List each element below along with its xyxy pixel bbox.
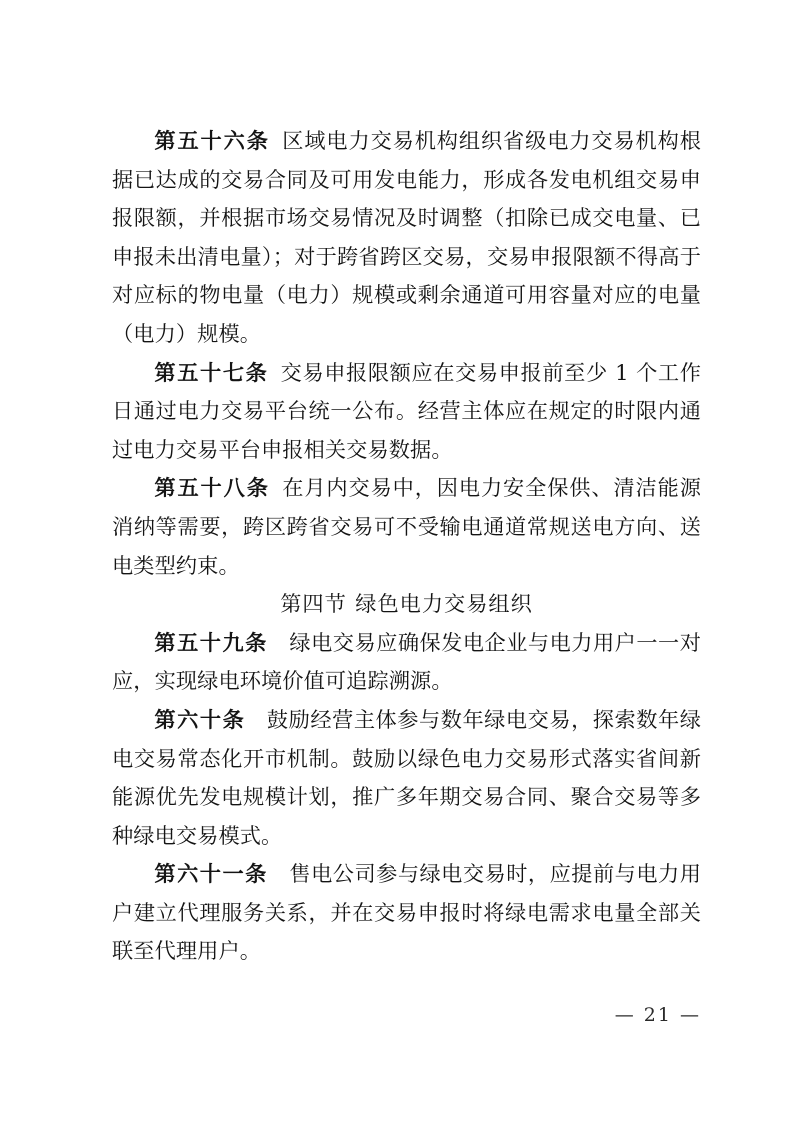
document-body xyxy=(112,122,701,971)
article-text: 绿电交易应确保发电企业与电力用户一一对应，实现绿电环境价值可追踪溯源。 xyxy=(112,629,701,694)
article-paragraph xyxy=(112,354,701,470)
article-text: 鼓励经营主体参与数年绿电交易，探索数年绿电交易常态化开市机制。鼓励以绿色电力交易形式落实省间新能源优先发电规模计划，推广多年期交易合同、聚合交易等多种绿电交易模式。 xyxy=(112,706,701,848)
article-label: 第六十一条 xyxy=(154,861,268,887)
section-heading xyxy=(112,585,701,624)
article-text: 区域电力交易机构组织省级电力交易机构根据已达成的交易合同及可用发电能力，形成各发电机组交易申报限额，并根据市场交易情况及时调整（扣除已成交电量、已申报未出清电量）；对于跨省跨区交易，交易申报限额不得高于对应标的物电量（电力）规模或剩余通道可用容量对应的电量（电力）规模。 xyxy=(112,128,701,346)
article-paragraph xyxy=(112,624,701,701)
article-label: 第六十条 xyxy=(154,706,246,732)
article-text: 在月内交易中，因电力安全保供、清洁能源消纳等需要，跨区跨省交易可不受输电通道常规送电方向、送电类型约束。 xyxy=(112,475,701,578)
section-title: 绿色电力交易组织 xyxy=(355,591,533,617)
section-number: 第四节 xyxy=(280,591,347,617)
page-number: — 21 — xyxy=(614,1004,701,1026)
article-label: 第五十九条 xyxy=(154,629,268,655)
article-paragraph xyxy=(112,469,701,585)
article-label: 第五十七条 xyxy=(154,359,269,385)
article-paragraph xyxy=(112,122,701,354)
article-paragraph xyxy=(112,701,701,855)
article-text: 售电公司参与绿电交易时，应提前与电力用户建立代理服务关系，并在交易申报时将绿电需求电量全部关联至代理用户。 xyxy=(112,861,701,964)
article-label: 第五十八条 xyxy=(154,475,270,501)
article-text: 交易申报限额应在交易申报前至少 1 个工作日通过电力交易平台统一公布。经营主体应在规定的时限内通过电力交易平台申报相关交易数据。 xyxy=(112,359,701,462)
article-paragraph xyxy=(112,855,701,971)
article-label: 第五十六条 xyxy=(154,128,270,153)
